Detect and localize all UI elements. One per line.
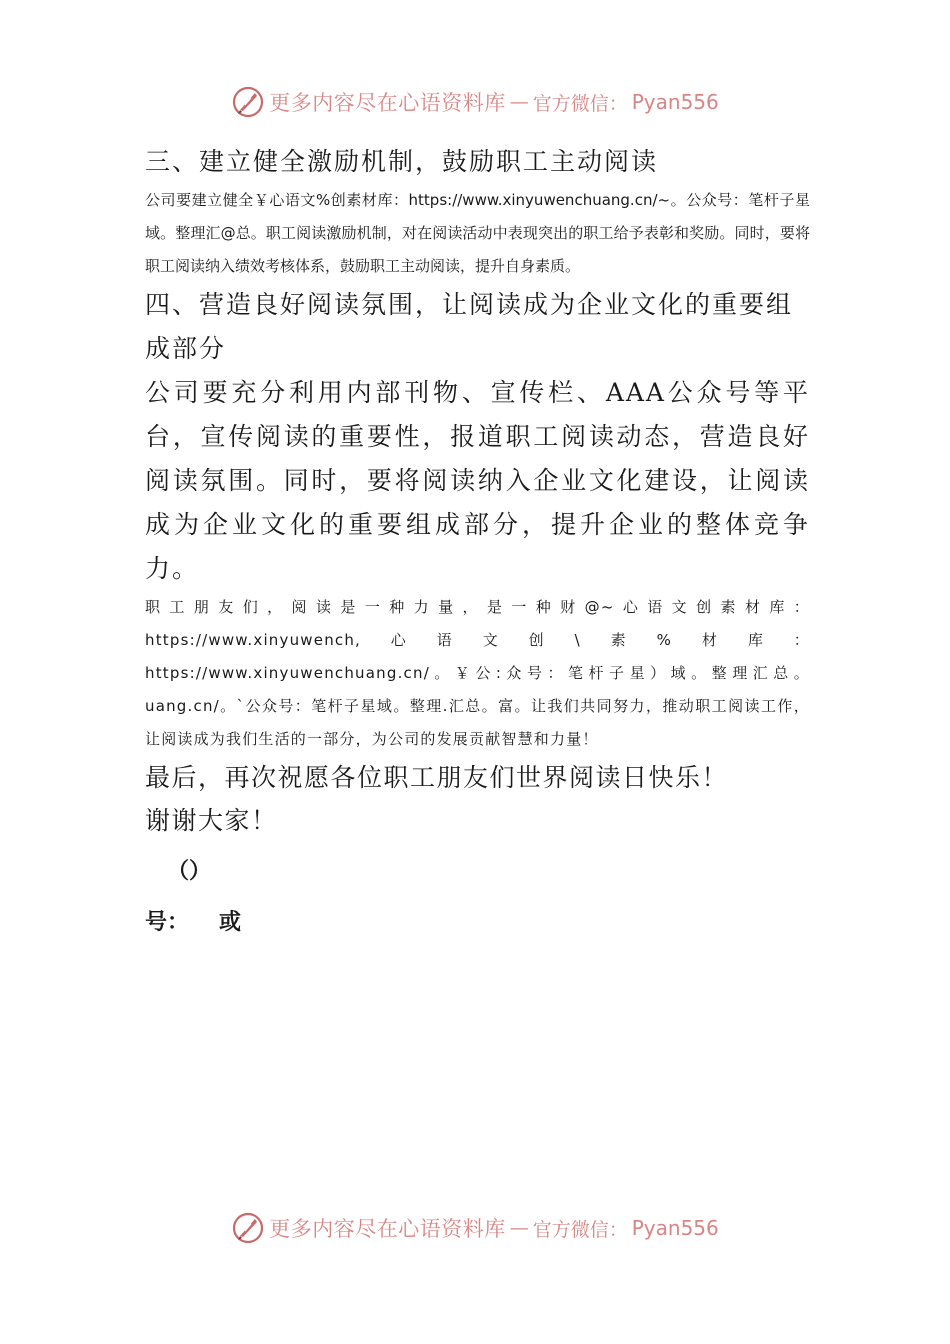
header-watermark [0,85,950,119]
quill-pen-icon [231,85,265,119]
watermark-id: Pyan556 [631,1216,719,1240]
quill-pen-icon [231,1211,265,1245]
footer-label: 号： [145,909,190,935]
watermark-main-text: 更多内容尽在心语资料库 [269,1217,506,1241]
closing-wishes: 最后，再次祝愿各位职工朋友们世界阅读日快乐！ [145,763,729,792]
watermark-sub-text: 官方微信： [532,92,628,115]
parentheses: （） [167,859,212,884]
section-paragraph-4: 公司要充分利用内部刊物、宣传栏、AAA公众号等平台，宣传阅读的重要性，报道职工阅读动态，营造良好阅读氛围。同时，要将阅读纳入企业文化建设，让阅读成为企业文化的重要组成部分，提升企业的整体竞争力。 [145,378,810,583]
watermark-sub-text: 官方微信： [532,1218,628,1241]
document-body [145,140,810,944]
section-heading-4: 四、营造良好阅读氛围，让阅读成为企业文化的重要组成部分 [145,290,794,363]
footer-watermark [0,1211,950,1245]
section-paragraph-3: 公司要建立健全￥心语文%创素材库：https://www.xinyuwenchuang.cn/~。公众号：笔杆子星域。整理汇@总。职工阅读激励机制，对在阅读活动中表现突出的职工给予表彰和奖励。同时，要将职工阅读纳入绩效考核体系，鼓励职工主动阅读，提升自身素质。 [145,191,810,275]
closing-thanks: 谢谢大家！ [145,806,278,835]
watermark-id: Pyan556 [631,90,719,114]
watermark-main-text: 更多内容尽在心语资料库 [269,91,506,115]
watermark-dash: — [509,91,529,113]
footer-note [145,900,810,944]
section-paragraph-5: 职工朋友们，阅读是一种力量，是一种财@~心语文创素材库：https://www.xinyuwench,心语文创\素%材库：https://www.xinyuwenchuang.cn/。￥公:众号：笔杆子星）域。整理汇总。uang.cn/。`公众号：笔杆子星域。整理.汇总。富。让我们共同努力，推动职工阅读工作，让阅读成为我们生活的一部分，为公司的发展贡献智慧和力量！ [145,598,810,748]
footer-value: 或 [219,909,242,935]
section-heading-3: 三、建立健全激励机制，鼓励职工主动阅读 [145,147,659,176]
watermark-dash: — [509,1217,529,1239]
